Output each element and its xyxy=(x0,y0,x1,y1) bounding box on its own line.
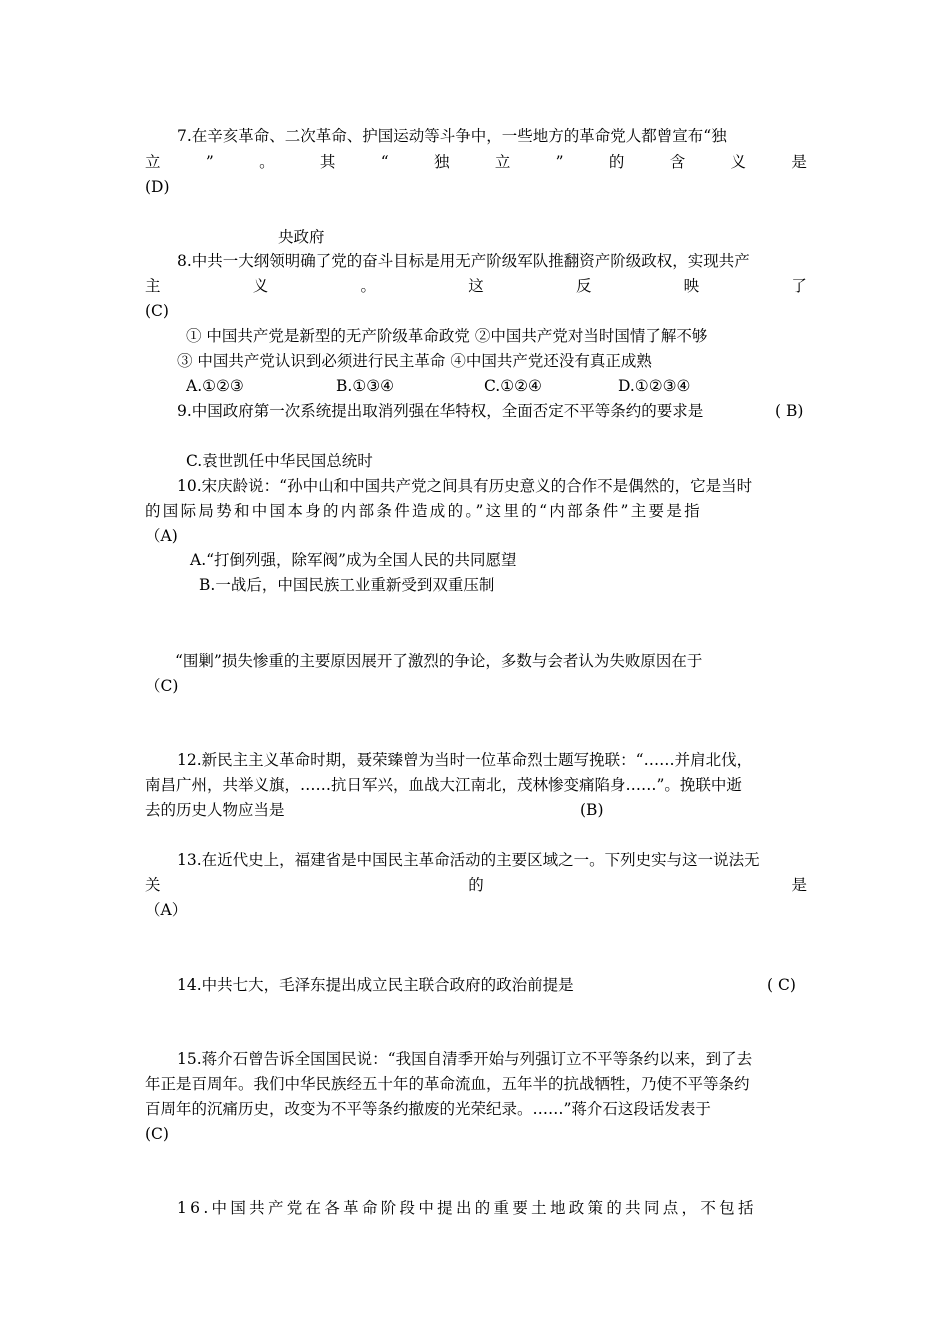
q13-line2 xyxy=(145,874,807,896)
q8-option-c: C.①②④ xyxy=(484,377,542,395)
q8-char: 。 xyxy=(360,277,376,295)
q13-answer: （A） xyxy=(145,901,188,919)
q8-option-d: D.①②③④ xyxy=(618,377,691,395)
q7-char: 是 xyxy=(791,153,807,171)
q15-line2: 年正是百周年。我们中华民族经五十年的革命流血，五年半的抗战牺牲，乃使不平等条约 xyxy=(145,1075,750,1093)
q9-line1: 9.中国政府第一次系统提出取消列强在华特权，全面否定不平等条约的要求是 xyxy=(177,402,704,420)
q12-line2: 南昌广州，共举义旗，……抗日军兴，血战大江南北，茂林惨变痛陷身……”。挽联中逝 xyxy=(145,776,742,794)
q9-option-c: C.袁世凯任中华民国总统时 xyxy=(186,452,373,470)
q9-answer: ( B) xyxy=(775,402,804,420)
q7-char: ” xyxy=(205,153,214,171)
q8-line2 xyxy=(145,275,807,297)
q7-char: 的 xyxy=(608,153,625,171)
q8-char: 义 xyxy=(252,277,269,295)
q8-line1: 8.中共一大纲领明确了党的奋斗目标是用无产阶级军队推翻资产阶级政权，实现共产 xyxy=(177,252,750,270)
q7-char: 独 xyxy=(433,153,450,171)
q12-line3: 去的历史人物应当是 xyxy=(145,801,285,819)
q8-item1: ① 中国共产党是新型的无产阶级革命政党 ②中国共产党对当时国情了解不够 xyxy=(186,327,708,345)
q15-answer: (C) xyxy=(145,1125,169,1143)
q8-answer: (C) xyxy=(145,302,169,320)
q16-line1: 16.中国共产党在各革命阶段中提出的重要土地政策的共同点，不包括 xyxy=(177,1199,757,1217)
q7-char: 义 xyxy=(730,153,747,171)
q7-answer: (D) xyxy=(145,178,170,196)
q11-answer: （C) xyxy=(145,677,179,695)
q14-answer: ( C) xyxy=(767,976,796,994)
q7-char: 其 xyxy=(319,153,336,171)
q8-option-b: B.①③④ xyxy=(336,377,395,395)
q7-line2 xyxy=(145,151,807,173)
q7-char: 含 xyxy=(669,153,686,171)
q12-answer: (B) xyxy=(580,801,604,819)
q8-options xyxy=(186,375,690,397)
q7-char: 立 xyxy=(494,153,511,171)
q15-line1: 15.蒋介石曾告诉全国国民说：“我国自清季开始与列强订立不平等条约以来，到了去 xyxy=(177,1050,753,1068)
q10-option-a: A.“打倒列强，除军阀”成为全国人民的共同愿望 xyxy=(190,551,517,569)
q8-char: 这 xyxy=(468,277,484,295)
q10-line2: 的国际局势和中国本身的内部条件造成的。”这里的“内部条件”主要是指 xyxy=(145,502,702,520)
q7-char: 立 xyxy=(145,153,161,171)
q13-line1: 13.在近代史上，福建省是中国民主革命活动的主要区域之一。下列史实与这一说法无 xyxy=(177,851,760,869)
q10-answer: （A) xyxy=(145,527,178,545)
q13-char: 的 xyxy=(468,876,484,894)
q8-item2: ③ 中国共产党认识到必须进行民主革命 ④中国共产党还没有真正成熟 xyxy=(177,352,652,370)
q8-char: 反 xyxy=(575,277,592,295)
q15-line3: 百周年的沉痛历史，改变为不平等条约撤废的光荣纪录。……”蒋介石这段话发表于 xyxy=(145,1100,711,1118)
q14-line1: 14.中共七大，毛泽东提出成立民主联合政府的政治前提是 xyxy=(177,976,574,994)
q13-char: 是 xyxy=(791,876,807,894)
q7-line1: 7.在辛亥革命、二次革命、护国运动等斗争中，一些地方的革命党人都曾宣布“独 xyxy=(177,127,727,145)
q12-line1: 12.新民主主义革命时期，聂荣臻曾为当时一位革命烈士题写挽联：“……并肩北伐， xyxy=(177,751,753,769)
q7-char: ” xyxy=(555,153,564,171)
q7-fragment: 央政府 xyxy=(278,228,325,246)
q13-char: 关 xyxy=(145,876,161,894)
q8-option-a: A.①②③ xyxy=(186,377,244,395)
q8-char: 映 xyxy=(683,277,700,295)
q11-line1: “围剿”损失惨重的主要原因展开了激烈的争论，多数与会者认为失败原因在于 xyxy=(175,652,703,670)
q7-char: “ xyxy=(380,153,389,171)
q7-char: 。 xyxy=(259,153,275,171)
q10-line1: 10.宋庆龄说：“孙中山和中国共产党之间具有历史意义的合作不是偶然的，它是当时 xyxy=(177,477,753,495)
q8-char: 主 xyxy=(145,277,161,295)
q8-char: 了 xyxy=(791,277,807,295)
q10-option-b: B.一战后，中国民族工业重新受到双重压制 xyxy=(199,576,495,594)
